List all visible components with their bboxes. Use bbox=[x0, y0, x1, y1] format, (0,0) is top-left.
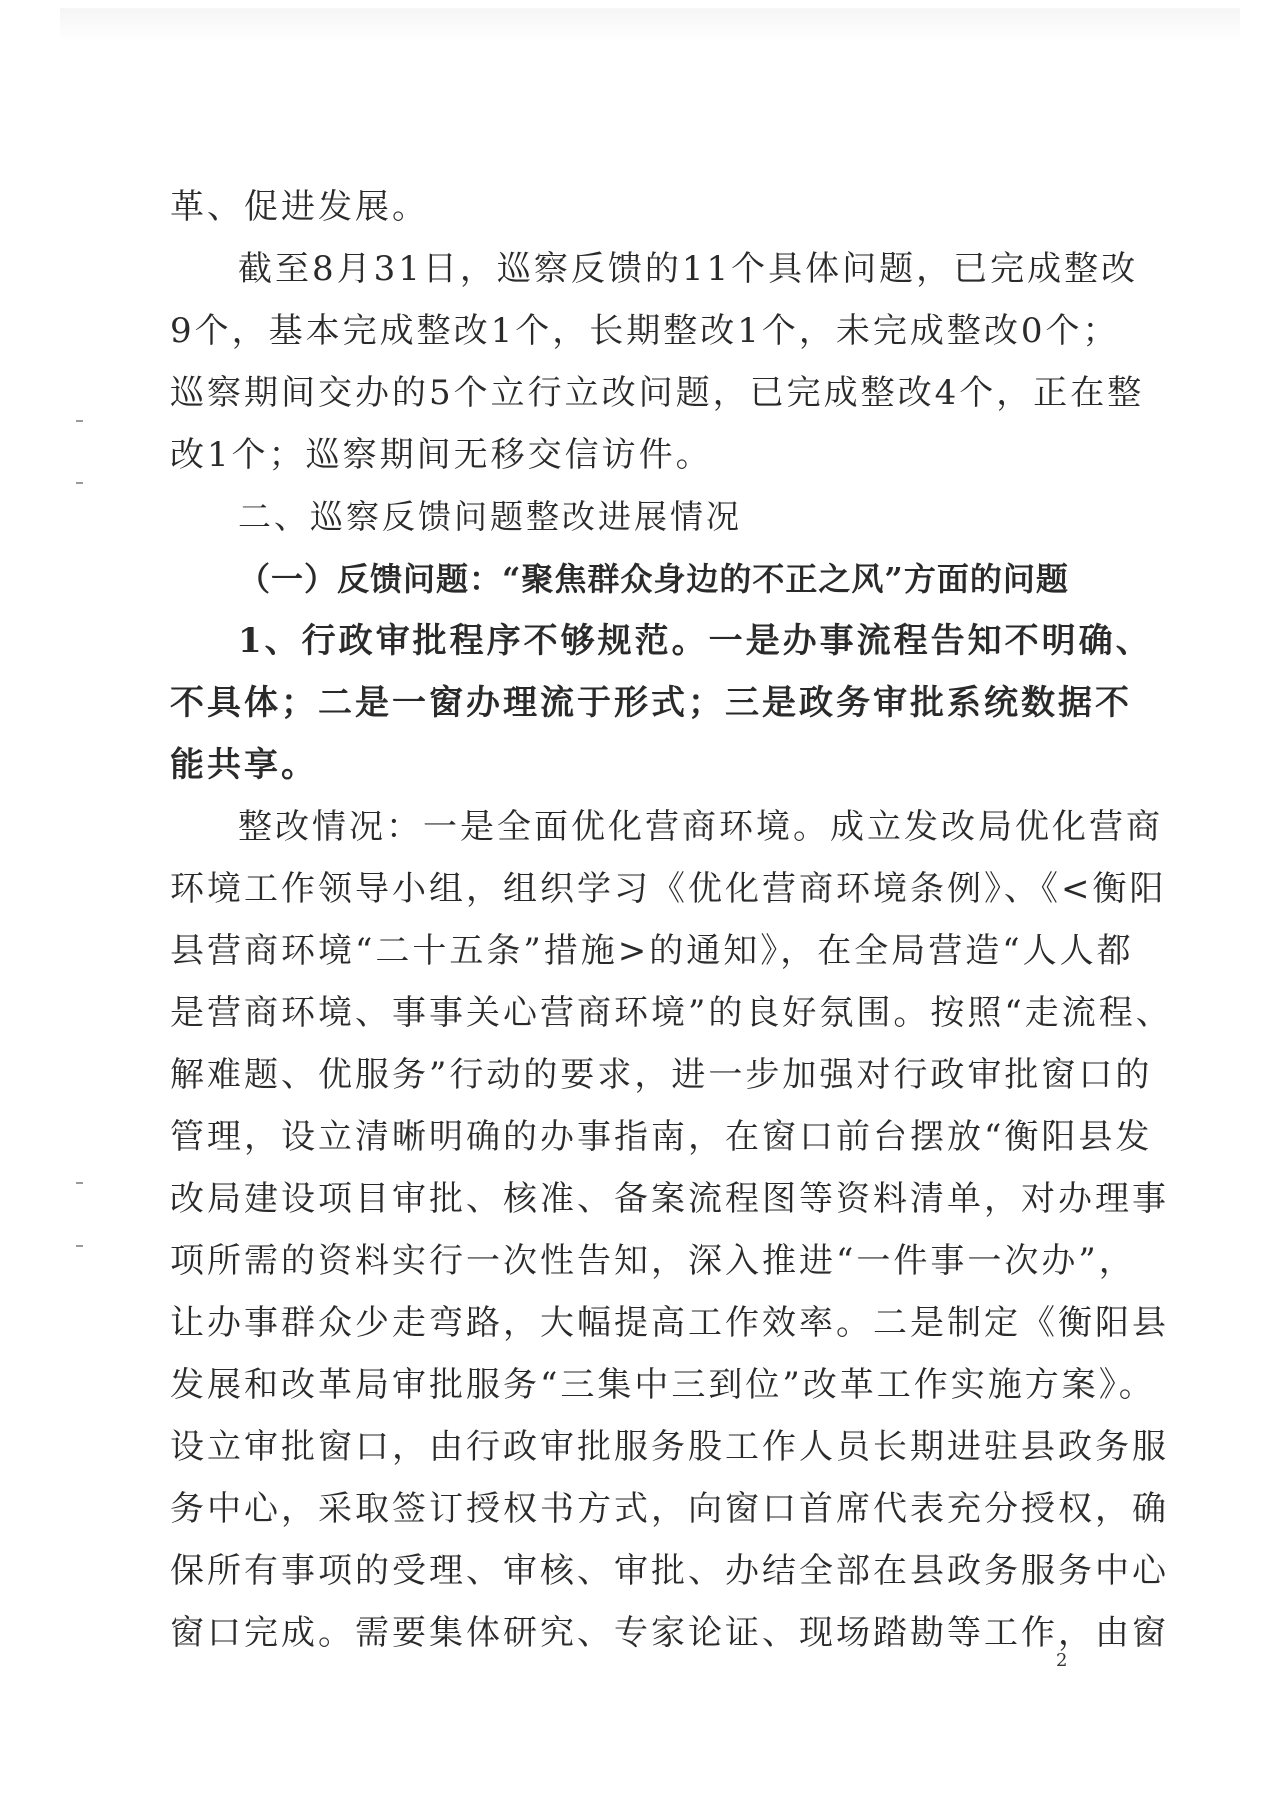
problem-paragraph bbox=[170, 610, 1153, 796]
text-line: 县营商环境“二十五条”措施>的通知》，在全局营造“人人都 bbox=[170, 931, 1134, 971]
paragraph bbox=[170, 176, 1080, 238]
text-line: 改1个；巡察期间无移交信访件。 bbox=[170, 435, 713, 475]
text-line: 截至8月31日，巡察反馈的11个具体问题，已完成整改 bbox=[238, 249, 1139, 289]
scan-mark bbox=[76, 1245, 83, 1247]
text-line: 保所有事项的受理、审核、审批、办结全部在县政务服务中心 bbox=[170, 1551, 1169, 1591]
subsection-heading bbox=[170, 548, 1080, 610]
text-line: 让办事群众少走弯路，大幅提高工作效率。二是制定《衡阳县 bbox=[170, 1303, 1169, 1343]
text-line: 不具体；二是一窗办理流于形式；三是政务审批系统数据不 bbox=[170, 683, 1132, 723]
text-line: 设立审批窗口，由行政审批服务股工作人员长期进驻县政务服 bbox=[170, 1427, 1169, 1467]
paragraph bbox=[170, 238, 1145, 486]
text-line: 革、促进发展。 bbox=[170, 187, 429, 227]
text-line: 能共享。 bbox=[170, 745, 318, 785]
text-line: 9个，基本完成整改1个，长期整改1个，未完成整改0个； bbox=[170, 311, 1120, 351]
heading-text: 二、巡察反馈问题整改进展情况 bbox=[238, 497, 742, 536]
text-line: 巡察期间交办的5个立行立改问题，已完成整改4个，正在整 bbox=[170, 373, 1145, 413]
document-body bbox=[170, 176, 1173, 1664]
rectification-paragraph bbox=[170, 796, 1173, 1664]
scan-mark bbox=[76, 482, 83, 484]
scan-mark bbox=[76, 420, 83, 422]
text-line: 发展和改革局审批服务“三集中三到位”改革工作实施方案》。 bbox=[170, 1365, 1156, 1405]
text-line: 是营商环境、事事关心营商环境”的良好氛围。按照“走流程、 bbox=[170, 993, 1173, 1033]
text-line: 解难题、优服务”行动的要求，进一步加强对行政审批窗口的 bbox=[170, 1055, 1153, 1095]
text-line: 窗口完成。需要集体研究、专家论证、现场踏勘等工作，由窗 bbox=[170, 1613, 1169, 1653]
section-heading bbox=[170, 486, 1080, 548]
text-line: 整改情况：一是全面优化营商环境。成立发改局优化营商 bbox=[238, 807, 1163, 847]
text-line: 务中心，采取签订授权书方式，向窗口首席代表充分授权，确 bbox=[170, 1489, 1169, 1529]
scan-shadow bbox=[60, 8, 1240, 42]
page-number: 2 bbox=[1056, 1650, 1068, 1671]
text-line: 管理，设立清晰明确的办事指南，在窗口前台摆放“衡阳县发 bbox=[170, 1117, 1153, 1157]
text-line: 项所需的资料实行一次性告知，深入推进“一件事一次办”， bbox=[170, 1241, 1136, 1281]
scan-mark bbox=[76, 1182, 83, 1184]
text-line: 改局建设项目审批、核准、备案流程图等资料清单，对办理事 bbox=[170, 1179, 1169, 1219]
text-line: 1、行政审批程序不够规范。一是办事流程告知不明确、 bbox=[238, 621, 1153, 661]
subheading-text: （一）反馈问题：“聚焦群众身边的不正之风”方面的问题 bbox=[238, 560, 1069, 598]
text-line: 环境工作领导小组，组织学习《优化营商环境条例》、《<衡阳 bbox=[170, 869, 1167, 909]
